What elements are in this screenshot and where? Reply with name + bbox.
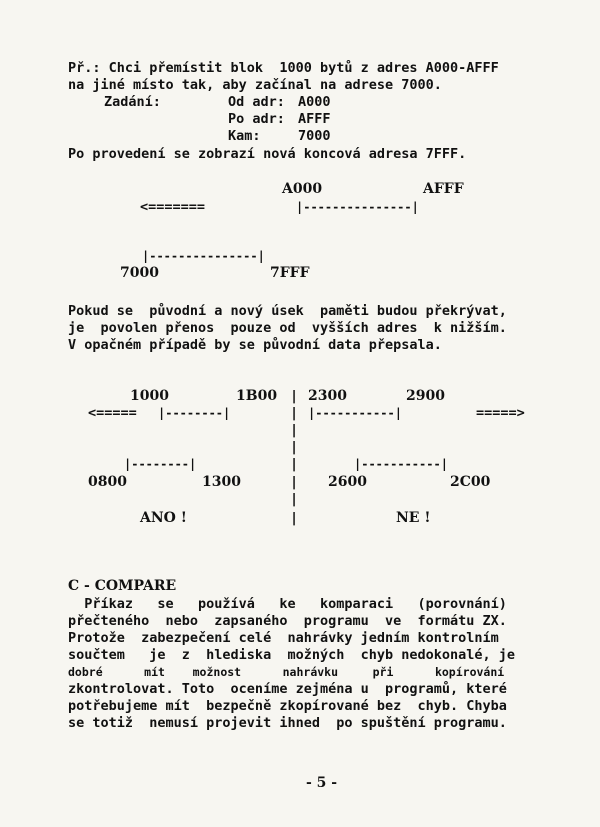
compare-line: dobré mít možnost nahrávku při kopírování — [68, 665, 505, 679]
intro-line-2: na jiné místo tak, aby začínal na adrese 7000. — [68, 77, 442, 93]
compare-line: přečteného nebo zapsaného programu ve formátu ZX. — [68, 613, 507, 629]
compare-line: zkontrolovat. Toto oceníme zejména u programů, které — [68, 681, 507, 697]
diagram1-dst-end: 7FFF — [270, 265, 310, 281]
compare-line: Příkaz se používá ke komparaci (porovnání) — [68, 596, 507, 612]
diagram2-left-dst-bar: |--------| — [124, 457, 197, 471]
diagram2-right-src-start: 2300 — [308, 388, 347, 404]
kam-value: 7000 — [298, 128, 331, 144]
compare-line: Protože zabezpečení celé nahrávky jedním kontrolním — [68, 630, 499, 646]
diagram1-src-start: A000 — [282, 181, 323, 197]
overlap-line-3: V opačném případě by se původní data přepsala. — [68, 337, 442, 353]
divider-mark: | — [290, 405, 299, 421]
diagram2-right-dst-start: 2600 — [328, 474, 367, 490]
intro-line-1: Př.: Chci přemístit blok 1000 bytů z adres A000-AFFF — [68, 60, 499, 76]
diagram1-dst-start: 7000 — [120, 265, 159, 281]
diagram2-right-arrow: =====> — [476, 405, 525, 421]
po-label: Po adr: — [228, 111, 285, 127]
divider-mark: | — [290, 510, 299, 526]
diagram2-left-src-bar: |--------| — [158, 406, 231, 420]
diagram2-left-arrow: <===== — [88, 405, 137, 421]
divider-mark: | — [290, 422, 299, 438]
compare-line: potřebujeme mít bezpečně zkopírované bez chyb. Chyba — [68, 698, 507, 714]
diagram2-left-dst-start: 0800 — [88, 474, 127, 490]
po-value: AFFF — [298, 111, 331, 127]
divider-mark: | — [290, 456, 299, 472]
compare-line: součtem je z hlediska možných chyb nedokonalé, je — [68, 647, 516, 663]
diagram2-left-dst-end: 1300 — [202, 474, 241, 490]
diagram2-right-verdict: NE ! — [396, 510, 431, 526]
diagram1-src-bar: |---------------| — [296, 200, 419, 214]
od-label: Od adr: — [228, 94, 285, 110]
compare-heading: C - COMPARE — [68, 578, 177, 594]
diagram1-src-end: AFFF — [423, 181, 464, 197]
divider-mark: | — [290, 388, 299, 404]
diagram2-right-src-end: 2900 — [406, 388, 445, 404]
overlap-line-1: Pokud se původní a nový úsek paměti budou překrývat, — [68, 303, 507, 319]
kam-label: Kam: — [228, 128, 261, 144]
diagram2-right-dst-end: 2C00 — [450, 474, 491, 490]
page-number: - 5 - — [306, 775, 338, 791]
overlap-line-2: je povolen přenos pouze od vyšších adres k nižším. — [68, 320, 507, 336]
zadani-label: Zadání: — [104, 94, 161, 110]
divider-mark: | — [290, 474, 299, 490]
divider-mark: | — [290, 491, 299, 507]
diagram1-arrow: <======= — [140, 199, 206, 215]
compare-line: se totiž nemusí projevit ihned po spuštění programu. — [68, 715, 507, 731]
diagram2-right-dst-bar: |-----------| — [354, 457, 448, 471]
diagram2-left-verdict: ANO ! — [140, 510, 187, 526]
result-line: Po provedení se zobrazí nová koncová adresa 7FFF. — [68, 146, 467, 162]
od-value: A000 — [298, 94, 331, 110]
divider-mark: | — [290, 439, 299, 455]
diagram2-left-src-start: 1000 — [130, 388, 169, 404]
diagram2-left-src-end: 1B00 — [236, 388, 278, 404]
diagram1-dst-bar: |---------------| — [142, 249, 265, 263]
diagram2-right-src-bar: |-----------| — [308, 406, 402, 420]
